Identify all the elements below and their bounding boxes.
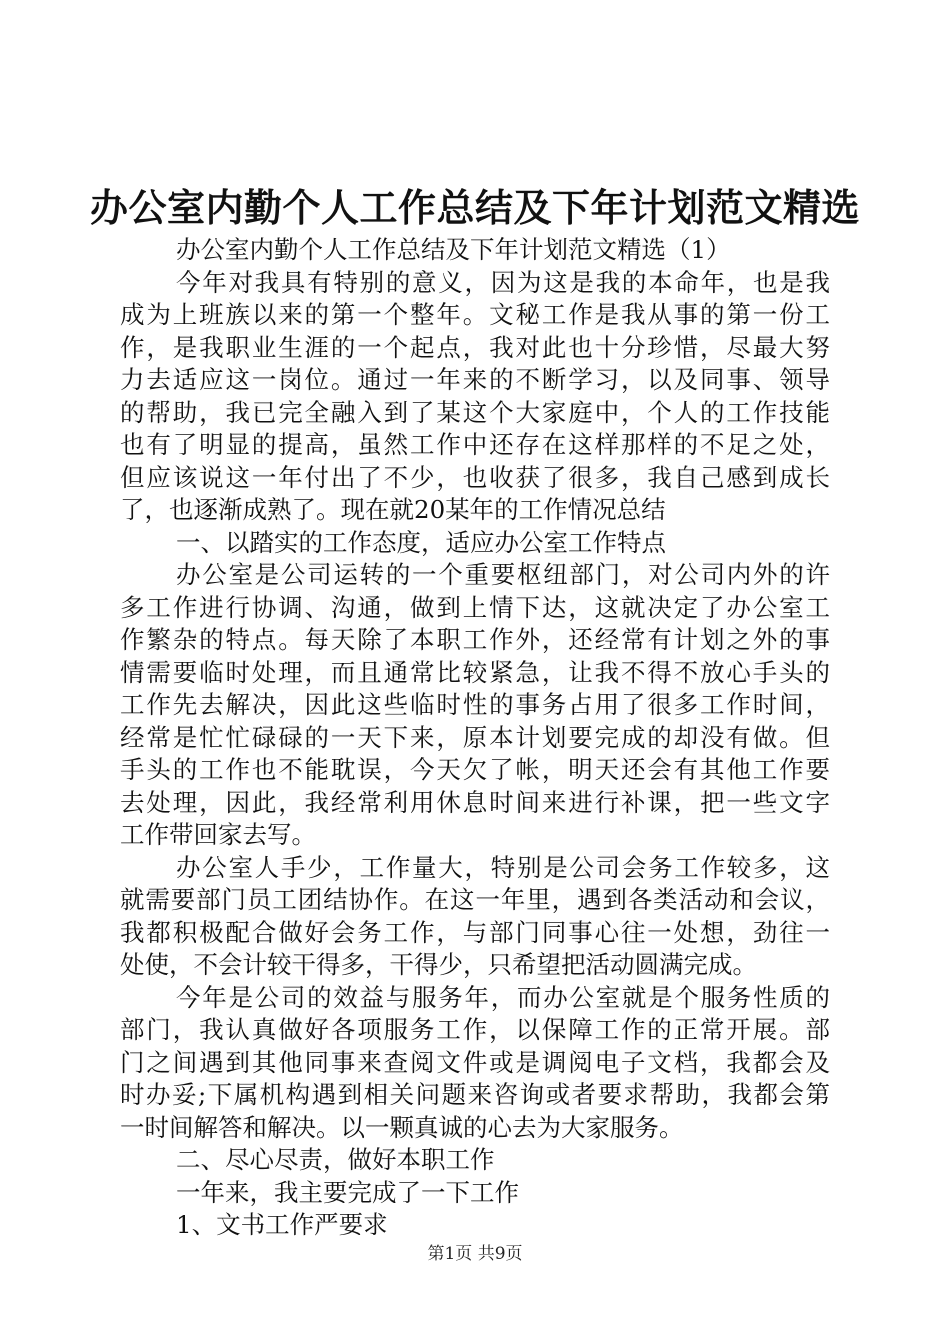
text-line: 就需要部门员工团结协作。在这一年里，遇到各类活动和会议， bbox=[120, 885, 830, 914]
text-line: 的帮助，我已完全融入到了某这个大家庭中，个人的工作技能 bbox=[120, 397, 830, 427]
text-line: 一、以踏实的工作态度，适应办公室工作特点 bbox=[176, 527, 666, 557]
text-line: 部门，我认真做好各项服务工作，以保障工作的正常开展。部 bbox=[120, 1015, 830, 1044]
document-body bbox=[120, 234, 830, 1242]
text-line: 成为上班族以来的第一个整年。文秘工作是我从事的第一份工 bbox=[120, 300, 830, 329]
document-title: 办公室内勤个人工作总结及下年计划范文精选 bbox=[89, 185, 860, 230]
text-line: 情需要临时处理，而且通常比较紧急，让我不得不放心手头的 bbox=[120, 657, 830, 687]
text-line: 手头的工作也不能耽误，今天欠了帐，明天还会有其他工作要 bbox=[120, 755, 830, 784]
text-line: 经常是忙忙碌碌的一天下来，原本计划要完成的却没有做。但 bbox=[120, 722, 830, 752]
text-line: 二、尽心尽责，做好本职工作 bbox=[176, 1145, 495, 1174]
text-line: 一年来，我主要完成了一下工作 bbox=[176, 1177, 519, 1207]
page-footer: 第1页 共9页 bbox=[427, 1244, 523, 1264]
text-line: 办公室是公司运转的一个重要枢纽部门，对公司内外的许 bbox=[176, 560, 830, 589]
text-line: 力去适应这一岗位。通过一年来的不断学习，以及同事、领导 bbox=[120, 365, 830, 394]
text-line: 今年是公司的效益与服务年，而办公室就是个服务性质的 bbox=[176, 982, 830, 1012]
text-line: 时办妥;下属机构遇到相关问题来咨询或者要求帮助，我都会第 bbox=[120, 1080, 830, 1109]
text-line: 办公室人手少，工作量大，特别是公司会务工作较多，这 bbox=[176, 852, 830, 882]
text-line: 办公室内勤个人工作总结及下年计划范文精选（1） bbox=[176, 235, 731, 264]
text-line: 去处理，因此，我经常利用休息时间来进行补课，把一些文字 bbox=[120, 787, 830, 817]
text-line: 作繁杂的特点。每天除了本职工作外，还经常有计划之外的事 bbox=[120, 625, 830, 654]
text-line: 了，也逐渐成熟了。现在就20某年的工作情况总结 bbox=[120, 495, 666, 524]
text-line: 但应该说这一年付出了不少，也收获了很多，我自己感到成长 bbox=[120, 462, 830, 492]
text-line: 工作带回家去写。 bbox=[120, 820, 316, 849]
text-line: 今年对我具有特别的意义，因为这是我的本命年，也是我 bbox=[176, 267, 830, 297]
text-line: 多工作进行协调、沟通，做到上情下达，这就决定了办公室工 bbox=[120, 592, 830, 622]
text-line: 作，是我职业生涯的一个起点，我对此也十分珍惜，尽最大努 bbox=[120, 332, 830, 362]
text-line: 处使，不会计较干得多，干得少，只希望把活动圆满完成。 bbox=[120, 950, 757, 979]
text-line: 门之间遇到其他同事来查阅文件或是调阅电子文档，我都会及 bbox=[120, 1047, 830, 1077]
text-line: 一时间解答和解决。以一颗真诚的心去为大家服务。 bbox=[120, 1112, 684, 1142]
text-line: 我都积极配合做好会务工作，与部门同事心往一处想，劲往一 bbox=[120, 917, 830, 947]
text-line: 工作先去解决，因此这些临时性的事务占用了很多工作时间， bbox=[120, 690, 830, 719]
text-line: 1、文书工作严要求 bbox=[176, 1210, 388, 1239]
text-line: 也有了明显的提高，虽然工作中还存在这样那样的不足之处， bbox=[120, 430, 830, 459]
